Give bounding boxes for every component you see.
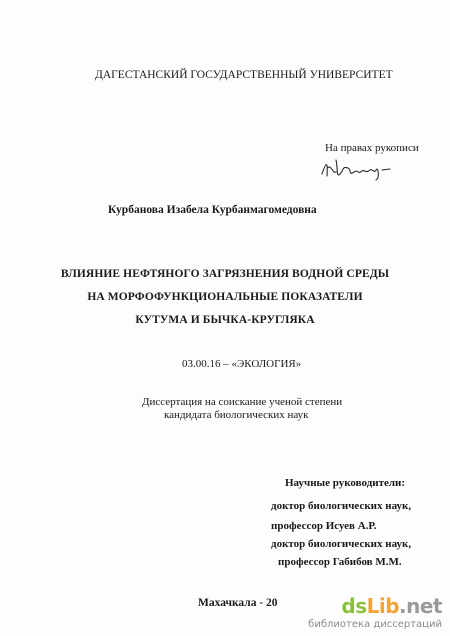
watermark-logo [341, 594, 442, 618]
dissertation-title-line: ВЛИЯНИЕ НЕФТЯНОГО ЗАГРЯЗНЕНИЯ ВОДНОЙ СРЕДЫ [60, 268, 390, 280]
specialty-code: 03.00.16 – «ЭКОЛОГИЯ» [182, 358, 302, 370]
degree-statement: Диссертация на соискание ученой степени [142, 396, 343, 408]
advisors-heading: Научные руководители: [285, 477, 406, 489]
watermark-logo-lib: Lib [366, 594, 400, 618]
author-name: Курбанова Изабела Курбанмагомедовна [108, 204, 317, 216]
dissertation-title-line: КУТУМА И БЫЧКА-КРУГЛЯКА [135, 314, 315, 326]
watermark-subtitle: библиотека диссертаций [308, 619, 442, 630]
manuscript-note: На правах рукописи [325, 142, 419, 154]
advisor-degree: доктор биологических наук, [271, 538, 412, 550]
advisor-name: профессор Габибов М.М. [278, 556, 402, 568]
handwritten-signature [318, 152, 398, 184]
advisor-degree: доктор биологических наук, [271, 500, 412, 512]
watermark-logo-ds: ds [341, 594, 367, 618]
city-year: Махачкала - 20 [198, 597, 278, 609]
advisor-name: профессор Исуев А.Р. [271, 520, 377, 532]
dslib-watermark [308, 594, 442, 632]
degree-statement: кандидата биологических наук [164, 409, 309, 421]
university-name: ДАГЕСТАНСКИЙ ГОСУДАРСТВЕННЫЙ УНИВЕРСИТЕТ [95, 69, 393, 81]
dissertation-title-line: НА МОРФОФУНКЦИОНАЛЬНЫЕ ПОКАЗАТЕЛИ [87, 291, 363, 303]
watermark-logo-net: .net [399, 594, 442, 618]
